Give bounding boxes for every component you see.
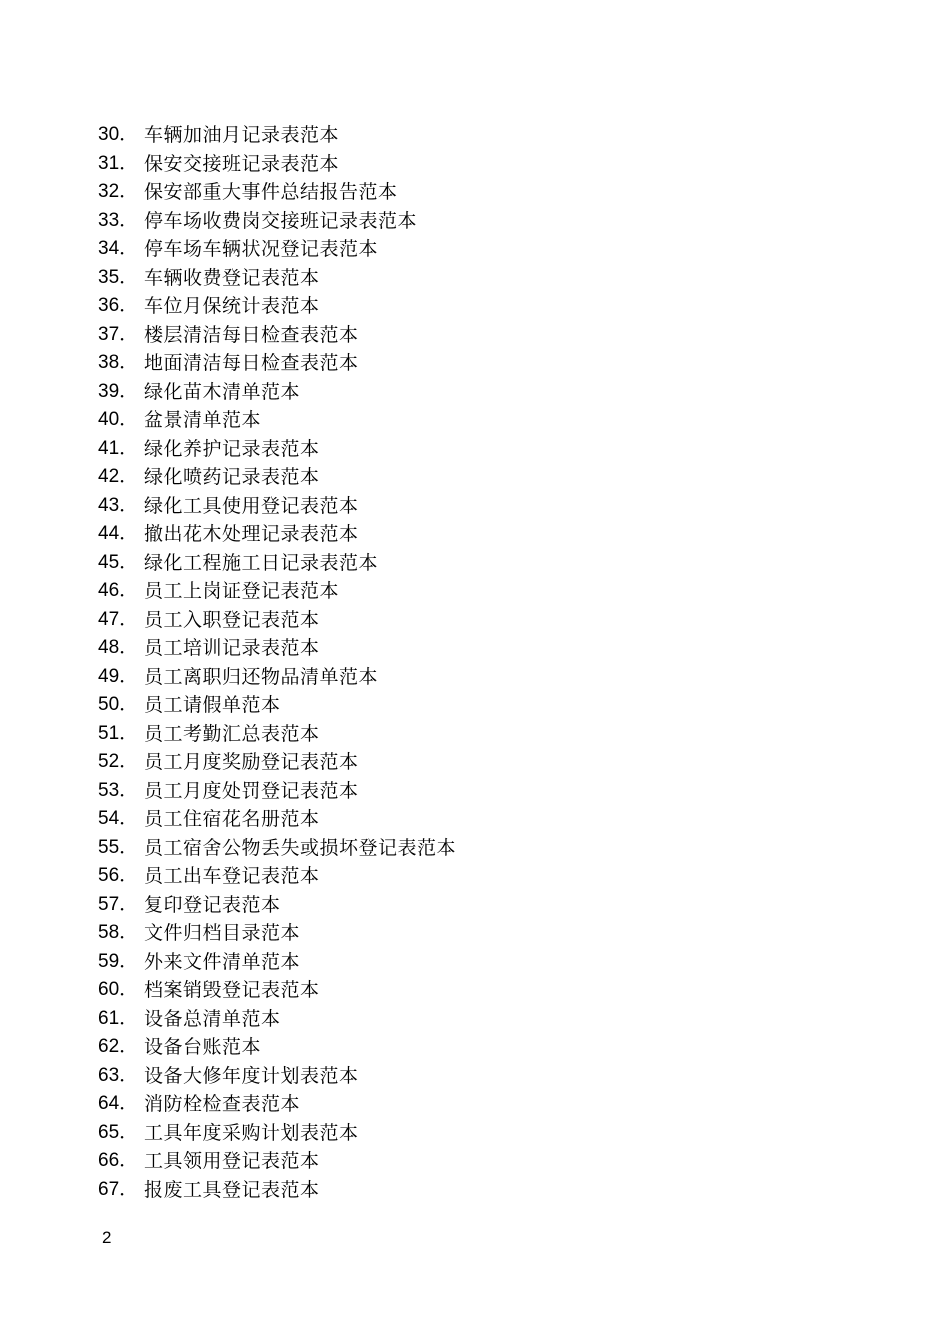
toc-item-number: 50． — [98, 694, 139, 715]
toc-item-number: 48． — [98, 637, 139, 658]
toc-item-title: 员工出车登记表范本 — [144, 865, 320, 887]
toc-item — [98, 862, 456, 891]
toc-item-number: 53． — [98, 779, 139, 801]
toc-item — [98, 520, 456, 549]
toc-item-title: 地面清洁每日检查表范本 — [144, 352, 359, 374]
toc-item-number: 59． — [98, 950, 139, 972]
toc-item — [98, 549, 456, 578]
toc-item — [98, 577, 456, 606]
toc-item-number: 56． — [98, 865, 139, 886]
toc-item-title: 档案销毁登记表范本 — [144, 979, 320, 1001]
toc-item — [98, 1090, 456, 1119]
toc-item-number: 38． — [98, 352, 139, 373]
toc-item — [98, 292, 456, 321]
toc-item — [98, 121, 456, 150]
toc-item-number: 51． — [98, 722, 139, 744]
toc-item — [98, 150, 456, 179]
toc-item-number: 57． — [98, 893, 139, 915]
toc-item-title: 盆景清单范本 — [144, 409, 262, 431]
toc-item-title: 设备总清单范本 — [144, 1007, 281, 1030]
toc-item-number: 65． — [98, 1121, 139, 1143]
toc-item-title: 绿化苗木清单范本 — [144, 380, 301, 403]
toc-item-title: 绿化喷药记录表范本 — [144, 466, 320, 488]
toc-item-title: 员工入职登记表范本 — [144, 608, 320, 631]
toc-item-number: 66． — [98, 1150, 139, 1171]
toc-item-title: 绿化养护记录表范本 — [144, 437, 320, 460]
toc-item-number: 58． — [98, 922, 139, 943]
toc-item — [98, 720, 456, 749]
toc-item-title: 楼层清洁每日检查表范本 — [144, 323, 359, 346]
toc-item-number: 43． — [98, 494, 139, 516]
toc-item — [98, 919, 456, 948]
toc-item — [98, 976, 456, 1005]
toc-item — [98, 834, 456, 863]
toc-item-title: 保安交接班记录表范本 — [144, 152, 340, 175]
toc-item — [98, 235, 456, 264]
toc-item-title: 绿化工程施工日记录表范本 — [144, 551, 379, 574]
toc-item — [98, 1119, 456, 1148]
toc-item — [98, 606, 456, 635]
toc-item-number: 46． — [98, 580, 139, 601]
toc-item — [98, 891, 456, 920]
toc-item-number: 62． — [98, 1036, 139, 1057]
toc-item-number: 54． — [98, 808, 139, 829]
toc-item-title: 停车场车辆状况登记表范本 — [144, 238, 379, 260]
toc-item-number: 37． — [98, 323, 139, 345]
toc-item-title: 员工宿舍公物丢失或损坏登记表范本 — [144, 836, 457, 859]
toc-item-number: 33． — [98, 209, 139, 231]
toc-item-title: 员工月度奖励登记表范本 — [144, 751, 359, 773]
toc-item — [98, 1062, 456, 1091]
toc-item — [98, 207, 456, 236]
toc-item-title: 车辆加油月记录表范本 — [144, 124, 340, 146]
toc-item — [98, 805, 456, 834]
toc-item-title: 设备大修年度计划表范本 — [144, 1064, 359, 1087]
toc-item-number: 32． — [98, 181, 139, 202]
toc-item-number: 42． — [98, 466, 139, 487]
toc-item-number: 40． — [98, 409, 139, 430]
toc-item-number: 35． — [98, 266, 139, 288]
toc-item-number: 39． — [98, 380, 139, 402]
page-number: 2 — [102, 1228, 112, 1247]
toc-item-title: 员工离职归还物品清单范本 — [144, 665, 379, 688]
toc-item — [98, 948, 456, 977]
toc-item — [98, 178, 456, 207]
toc-item — [98, 1005, 456, 1034]
toc-item-title: 外来文件清单范本 — [144, 950, 301, 973]
toc-item-title: 工具领用登记表范本 — [144, 1150, 320, 1172]
toc-item-title: 保安部重大事件总结报告范本 — [144, 181, 398, 203]
toc-item-title: 撤出花木处理记录表范本 — [144, 523, 359, 545]
toc-item — [98, 349, 456, 378]
toc-item-number: 30． — [98, 124, 139, 145]
toc-item-title: 设备台账范本 — [144, 1036, 262, 1058]
toc-item-title: 工具年度采购计划表范本 — [144, 1121, 359, 1144]
toc-item — [98, 1176, 456, 1205]
toc-item — [98, 777, 456, 806]
toc-item-number: 60． — [98, 979, 139, 1000]
toc-item-title: 报废工具登记表范本 — [144, 1178, 320, 1201]
toc-item-title: 员工住宿花名册范本 — [144, 808, 320, 830]
toc-item-title: 文件归档目录范本 — [144, 922, 301, 944]
toc-item-title: 员工培训记录表范本 — [144, 637, 320, 659]
toc-item-number: 52． — [98, 751, 139, 772]
toc-item — [98, 691, 456, 720]
toc-item-number: 36． — [98, 295, 139, 316]
toc-item-title: 绿化工具使用登记表范本 — [144, 494, 359, 517]
toc-item — [98, 492, 456, 521]
toc-item — [98, 1033, 456, 1062]
toc-item-number: 34． — [98, 238, 139, 259]
toc-item-title: 停车场收费岗交接班记录表范本 — [144, 209, 418, 232]
toc-item-title: 复印登记表范本 — [144, 893, 281, 916]
toc-item-number: 64． — [98, 1093, 139, 1114]
toc-item-number: 47． — [98, 608, 139, 630]
toc-item — [98, 435, 456, 464]
toc-item — [98, 663, 456, 692]
toc-item-title: 消防栓检查表范本 — [144, 1093, 301, 1115]
toc-item-number: 44． — [98, 523, 139, 544]
toc-item-number: 55． — [98, 836, 139, 858]
toc-item-number: 31． — [98, 152, 139, 174]
toc-item-title: 员工考勤汇总表范本 — [144, 722, 320, 745]
toc-item — [98, 1147, 456, 1176]
toc-item-title: 员工月度处罚登记表范本 — [144, 779, 359, 802]
toc-list — [98, 121, 456, 1204]
toc-item — [98, 264, 456, 293]
toc-item — [98, 748, 456, 777]
toc-item-number: 67． — [98, 1178, 139, 1200]
toc-item — [98, 321, 456, 350]
toc-item — [98, 406, 456, 435]
toc-item-title: 员工上岗证登记表范本 — [144, 580, 340, 602]
toc-item-number: 61． — [98, 1007, 139, 1029]
toc-item — [98, 634, 456, 663]
toc-item-number: 63． — [98, 1064, 139, 1086]
toc-item-number: 49． — [98, 665, 139, 687]
toc-item-number: 45． — [98, 551, 139, 573]
toc-item-title: 员工请假单范本 — [144, 694, 281, 716]
toc-item-title: 车位月保统计表范本 — [144, 295, 320, 317]
toc-item — [98, 463, 456, 492]
toc-item-title: 车辆收费登记表范本 — [144, 266, 320, 289]
toc-item — [98, 378, 456, 407]
toc-item-number: 41． — [98, 437, 139, 459]
